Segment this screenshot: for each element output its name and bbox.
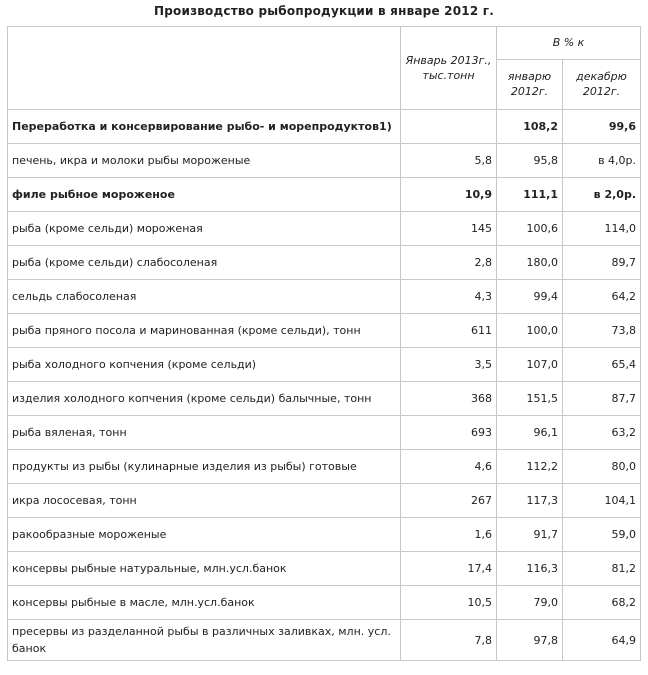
table-row [8,450,641,484]
row-vs-dec: в 2,0р. [563,178,641,212]
row-value: 17,4 [401,552,497,586]
page-title: Производство рыбопродукции в январе 2012 г. [154,4,494,18]
row-name: рыба (кроме сельди) слабосоленая [8,246,401,280]
row-vs-jan: 151,5 [497,382,563,416]
row-value: 3,5 [401,348,497,382]
row-vs-dec: 114,0 [563,212,641,246]
row-vs-jan: 91,7 [497,518,563,552]
row-vs-dec: 87,7 [563,382,641,416]
row-vs-jan: 116,3 [497,552,563,586]
table-row [8,314,641,348]
row-vs-dec: 73,8 [563,314,641,348]
row-vs-dec: 59,0 [563,518,641,552]
table-row [8,382,641,416]
row-vs-jan: 108,2 [497,110,563,144]
table-row [8,586,641,620]
row-name: сельдь слабосоленая [8,280,401,314]
row-name: продукты из рыбы (кулинарные изделия из рыбы) готовые [8,450,401,484]
header-pct-group: В % к [497,27,641,60]
header-empty-cell [8,27,401,110]
row-name: филе рыбное мороженое [8,178,401,212]
row-name: печень, икра и молоки рыбы мороженые [8,144,401,178]
table-row [8,246,641,280]
row-name: пресервы из разделанной рыбы в различных заливках, млн. усл. банок [8,620,401,661]
row-value: 4,3 [401,280,497,314]
row-name: рыба вяленая, тонн [8,416,401,450]
row-name: икра лососевая, тонн [8,484,401,518]
row-value: 2,8 [401,246,497,280]
table-row [8,416,641,450]
row-vs-dec: 80,0 [563,450,641,484]
table-row [8,484,641,518]
row-value: 611 [401,314,497,348]
row-vs-jan: 107,0 [497,348,563,382]
table-row [8,280,641,314]
row-vs-jan: 117,3 [497,484,563,518]
row-vs-dec: 68,2 [563,586,641,620]
row-vs-dec: в 4,0р. [563,144,641,178]
row-value: 10,9 [401,178,497,212]
row-vs-dec: 104,1 [563,484,641,518]
table-row [8,620,641,661]
row-value: 5,8 [401,144,497,178]
row-vs-dec: 81,2 [563,552,641,586]
row-value: 267 [401,484,497,518]
header-vs-jan-2012: январю 2012г. [497,59,563,109]
row-vs-jan: 97,8 [497,620,563,661]
row-value: 145 [401,212,497,246]
row-vs-dec: 99,6 [563,110,641,144]
row-vs-jan: 95,8 [497,144,563,178]
row-vs-jan: 100,6 [497,212,563,246]
row-value: 10,5 [401,586,497,620]
table-row [8,552,641,586]
row-vs-jan: 96,1 [497,416,563,450]
row-name: Переработка и консервирование рыбо- и морепродуктов1) [8,110,401,144]
row-vs-dec: 63,2 [563,416,641,450]
table-row [8,144,641,178]
row-vs-jan: 111,1 [497,178,563,212]
row-name: ракообразные мороженые [8,518,401,552]
row-value [401,110,497,144]
row-name: консервы рыбные натуральные, млн.усл.банок [8,552,401,586]
row-value: 368 [401,382,497,416]
table-row [8,178,641,212]
row-vs-dec: 64,9 [563,620,641,661]
row-name: консервы рыбные в масле, млн.усл.банок [8,586,401,620]
row-name: рыба (кроме сельди) мороженая [8,212,401,246]
row-value: 7,8 [401,620,497,661]
table-row [8,212,641,246]
table-row [8,348,641,382]
header-vs-dec-2012: декабрю 2012г. [563,59,641,109]
production-table [7,26,641,661]
table-row [8,518,641,552]
row-name: рыба холодного копчения (кроме сельди) [8,348,401,382]
row-vs-jan: 180,0 [497,246,563,280]
row-vs-dec: 65,4 [563,348,641,382]
row-name: изделия холодного копчения (кроме сельди) балычные, тонн [8,382,401,416]
row-value: 693 [401,416,497,450]
table-row [8,110,641,144]
row-vs-jan: 79,0 [497,586,563,620]
row-vs-jan: 100,0 [497,314,563,348]
row-vs-dec: 89,7 [563,246,641,280]
row-name: рыба пряного посола и маринованная (кроме сельди), тонн [8,314,401,348]
row-vs-jan: 99,4 [497,280,563,314]
header-jan-2013: Январь 2013г., тыс.тонн [401,27,497,110]
row-value: 1,6 [401,518,497,552]
row-value: 4,6 [401,450,497,484]
row-vs-dec: 64,2 [563,280,641,314]
row-vs-jan: 112,2 [497,450,563,484]
